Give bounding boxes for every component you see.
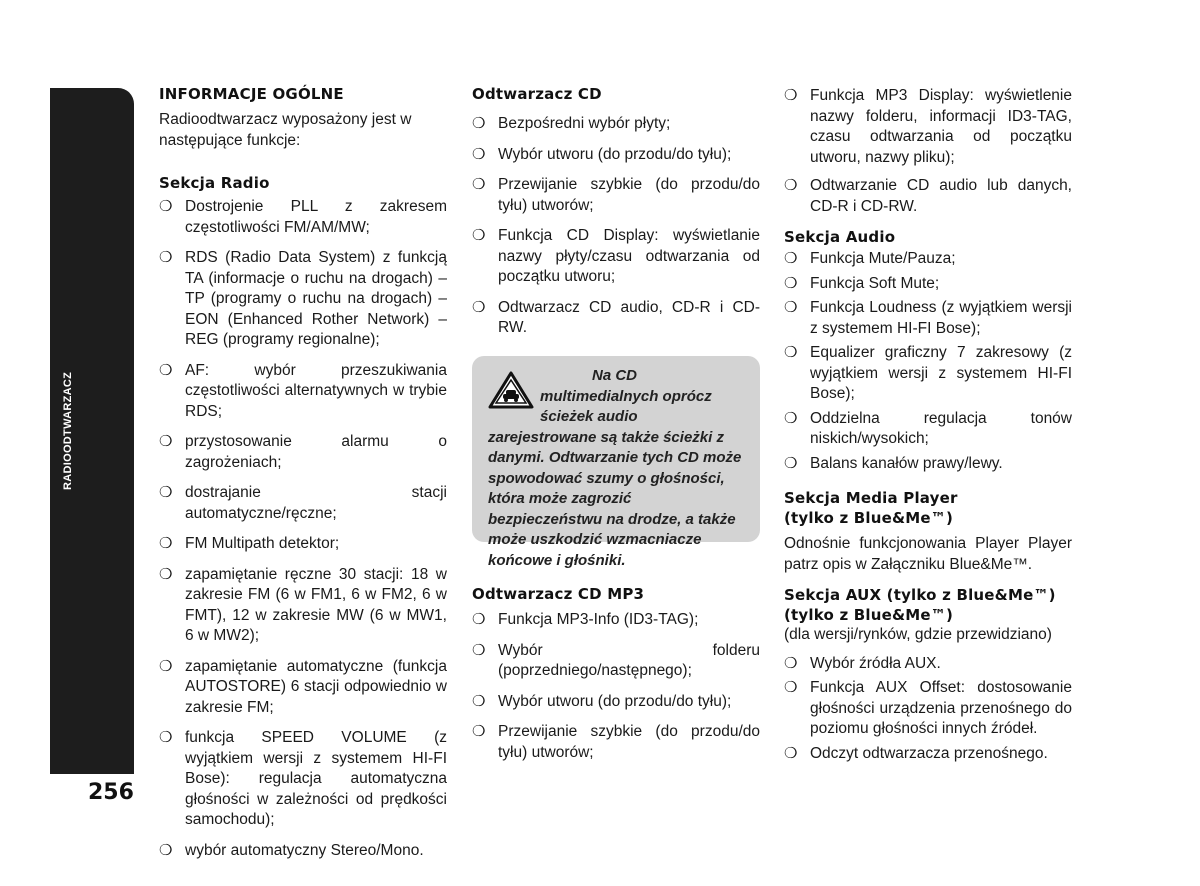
- bullet-icon: ❍: [472, 298, 486, 316]
- bullet-icon: ❍: [472, 145, 486, 163]
- bullet-icon: ❍: [472, 641, 486, 659]
- list-item: ❍ Odczyt odtwarzacza przenośnego.: [784, 744, 1072, 765]
- list-item: ❍ Funkcja Mute/Pauza;: [784, 249, 1072, 270]
- bullet-icon: ❍: [159, 484, 173, 501]
- bullet-icon: ❍: [784, 177, 798, 194]
- list-item: ❍ Funkcja MP3-Info (ID3-TAG);: [472, 610, 760, 631]
- warning-note-text: [488, 366, 746, 571]
- bullet-icon: ❍: [784, 250, 798, 267]
- aux-list: [784, 654, 1072, 765]
- list-item: ❍ Balans kanałów prawy/lewy.: [784, 454, 1072, 475]
- bullet-icon: ❍: [784, 87, 798, 104]
- bullet-icon: ❍: [472, 176, 486, 193]
- mp3-list: [472, 610, 760, 763]
- bullet-icon: ❍: [472, 723, 486, 740]
- bullet-icon: ❍: [159, 361, 173, 379]
- bullet-icon: ❍: [784, 744, 798, 762]
- list-item: ❍ dostrajanie stacji automatyczne/ręczne;: [159, 484, 447, 522]
- bullet-icon: ❍: [784, 409, 798, 427]
- list-item: ❍ zapamiętanie ręczne 30 stacji: 18 w zakresie FM (6 w FM1, 6 w FM2, 6 w FMT), 12 w zakresie MW (6 w MW1, 6 w MW2);: [159, 565, 447, 644]
- media-player-text: Odnośnie funkcjonowania Player Player patrz opis w Załączniku Blue&Me™.: [784, 535, 1072, 573]
- bullet-icon: ❍: [159, 657, 173, 675]
- list-item: ❍ przystosowanie alarmu o zagrożeniach;: [159, 433, 447, 471]
- column-1: [159, 84, 447, 861]
- intro-text: Radioodtwarzacz wyposażony jest w następujące funkcje:: [159, 111, 412, 149]
- list-item: ❍ Odtwarzacz CD audio, CD-R i CD-RW.: [472, 298, 760, 336]
- list-item: ❍ Bezpośredni wybór płyty;: [472, 114, 760, 135]
- bullet-icon: ❍: [784, 454, 798, 472]
- bullet-icon: ❍: [784, 344, 798, 361]
- list-item: ❍ Funkcja Loudness (z wyjątkiem wersji z systemem HI-FI Bose);: [784, 299, 1072, 337]
- heading-cd-mp3: Odtwarzacz CD MP3: [472, 585, 645, 603]
- section-label: RADIOODTWARZACZ: [62, 371, 74, 490]
- list-item: ❍ Equalizer graficzny 7 zakresowy (z wyjątkiem wersji z systemem HI-FI Bose);: [784, 344, 1072, 402]
- mp3-list-cont: [784, 86, 1072, 217]
- list-item: ❍ Funkcja AUX Offset: dostosowanie głośności urządzenia przenośnego do poziomu głośności innych źródeł.: [784, 679, 1072, 737]
- column-2-mp3: [472, 584, 760, 763]
- list-item: ❍ FM Multipath detektor;: [159, 534, 447, 555]
- bullet-icon: ❍: [159, 433, 173, 450]
- list-item: ❍ Wybór utworu (do przodu/do tyłu);: [472, 692, 760, 713]
- page-number: 256: [88, 780, 134, 805]
- radio-list: [159, 197, 447, 861]
- audio-list: [784, 249, 1072, 474]
- list-item: ❍ RDS (Radio Data System) z funkcją TA (informacje o ruchu na drogach) – TP (programy o ruchu na drogach) – EON (Enhanced Rother Network) – REG (programy regionalne);: [159, 249, 447, 348]
- heading-media-player: Sekcja Media Player: [784, 489, 958, 507]
- heading-aux: Sekcja AUX (tylko z Blue&Me™): [784, 586, 1056, 604]
- list-item: ❍ Przewijanie szybkie (do przodu/do tyłu) utworów;: [472, 723, 760, 761]
- bullet-icon: ❍: [159, 729, 173, 746]
- list-item: ❍ Oddzielna regulacja tonów niskich/wysokich;: [784, 409, 1072, 447]
- bullet-icon: ❍: [159, 249, 173, 266]
- bullet-icon: ❍: [784, 679, 798, 696]
- bullet-icon: ❍: [472, 227, 486, 244]
- warning-note-box: [472, 356, 760, 569]
- bullet-icon: ❍: [159, 535, 173, 552]
- list-item: ❍ zapamiętanie automatyczne (funkcja AUTOSTORE) 6 stacji odpowiednio w zakresie FM;: [159, 657, 447, 716]
- bullet-icon: ❍: [784, 274, 798, 292]
- list-item: ❍ Przewijanie szybkie (do przodu/do tyłu) utworów;: [472, 176, 760, 214]
- list-item: ❍ Wybór źródła AUX.: [784, 654, 1072, 675]
- list-item: ❍ Funkcja Soft Mute;: [784, 274, 1072, 295]
- heading-aux-sub: (tylko z Blue&Me™): [784, 606, 954, 624]
- list-item: ❍ Wybór utworu (do przodu/do tyłu);: [472, 145, 760, 166]
- list-item: ❍ Funkcja CD Display: wyświetlanie nazwy płyty/czasu odtwarzania od początku utworu;: [472, 227, 760, 285]
- bullet-icon: ❍: [472, 611, 486, 628]
- bullet-icon: ❍: [784, 299, 798, 316]
- list-item: ❍ Dostrojenie PLL z zakresem częstotliwości FM/AM/MW;: [159, 198, 447, 236]
- heading-cd-player: Odtwarzacz CD: [472, 85, 602, 103]
- list-item: ❍ funkcja SPEED VOLUME (z wyjątkiem wersji z systemem HI-FI Bose): regulacja automatyczna głośności w zależności od prędkości samochodu);: [159, 729, 447, 828]
- bullet-icon: ❍: [784, 654, 798, 672]
- list-item: ❍ wybór automatyczny Stereo/Mono.: [159, 841, 447, 862]
- note-body: Na CD multimedialnych oprócz ścieżek audio zarejestrowane są także ścieżki z danymi. Odtwarzanie tych CD może spowodować szumy o głośności, która może zagrozić bezpieczeństwu na drodze, a także może uszkodzić wzmacniacze końcowe i głośniki.: [488, 367, 742, 569]
- list-item: ❍ AF: wybór przeszukiwania częstotliwości alternatywnych w trybie RDS;: [159, 361, 447, 420]
- bullet-icon: ❍: [472, 115, 486, 132]
- column-2: [472, 84, 760, 339]
- cd-list: [472, 114, 760, 339]
- bullet-icon: ❍: [159, 841, 173, 859]
- heading-general-info: INFORMACJE OGÓLNE: [159, 85, 344, 103]
- list-item: ❍ Odtwarzanie CD audio lub danych, CD-R i CD-RW.: [784, 177, 1072, 215]
- list-item: ❍ Wybór folderu (poprzedniego/następnego);: [472, 641, 760, 679]
- aux-subtitle: (dla wersji/rynków, gdzie przewidziano): [784, 626, 1052, 643]
- heading-audio: Sekcja Audio: [784, 228, 896, 246]
- bullet-icon: ❍: [472, 692, 486, 710]
- bullet-icon: ❍: [159, 565, 173, 583]
- bullet-icon: ❍: [159, 198, 173, 215]
- list-item: ❍ Funkcja MP3 Display: wyświetlenie nazwy folderu, informacji ID3-TAG, czasu odtwarzania od początku utworu, nazwy pliku);: [784, 87, 1072, 166]
- column-3: [784, 86, 1072, 764]
- heading-radio: Sekcja Radio: [159, 174, 270, 192]
- heading-media-player-sub: (tylko z Blue&Me™): [784, 509, 954, 527]
